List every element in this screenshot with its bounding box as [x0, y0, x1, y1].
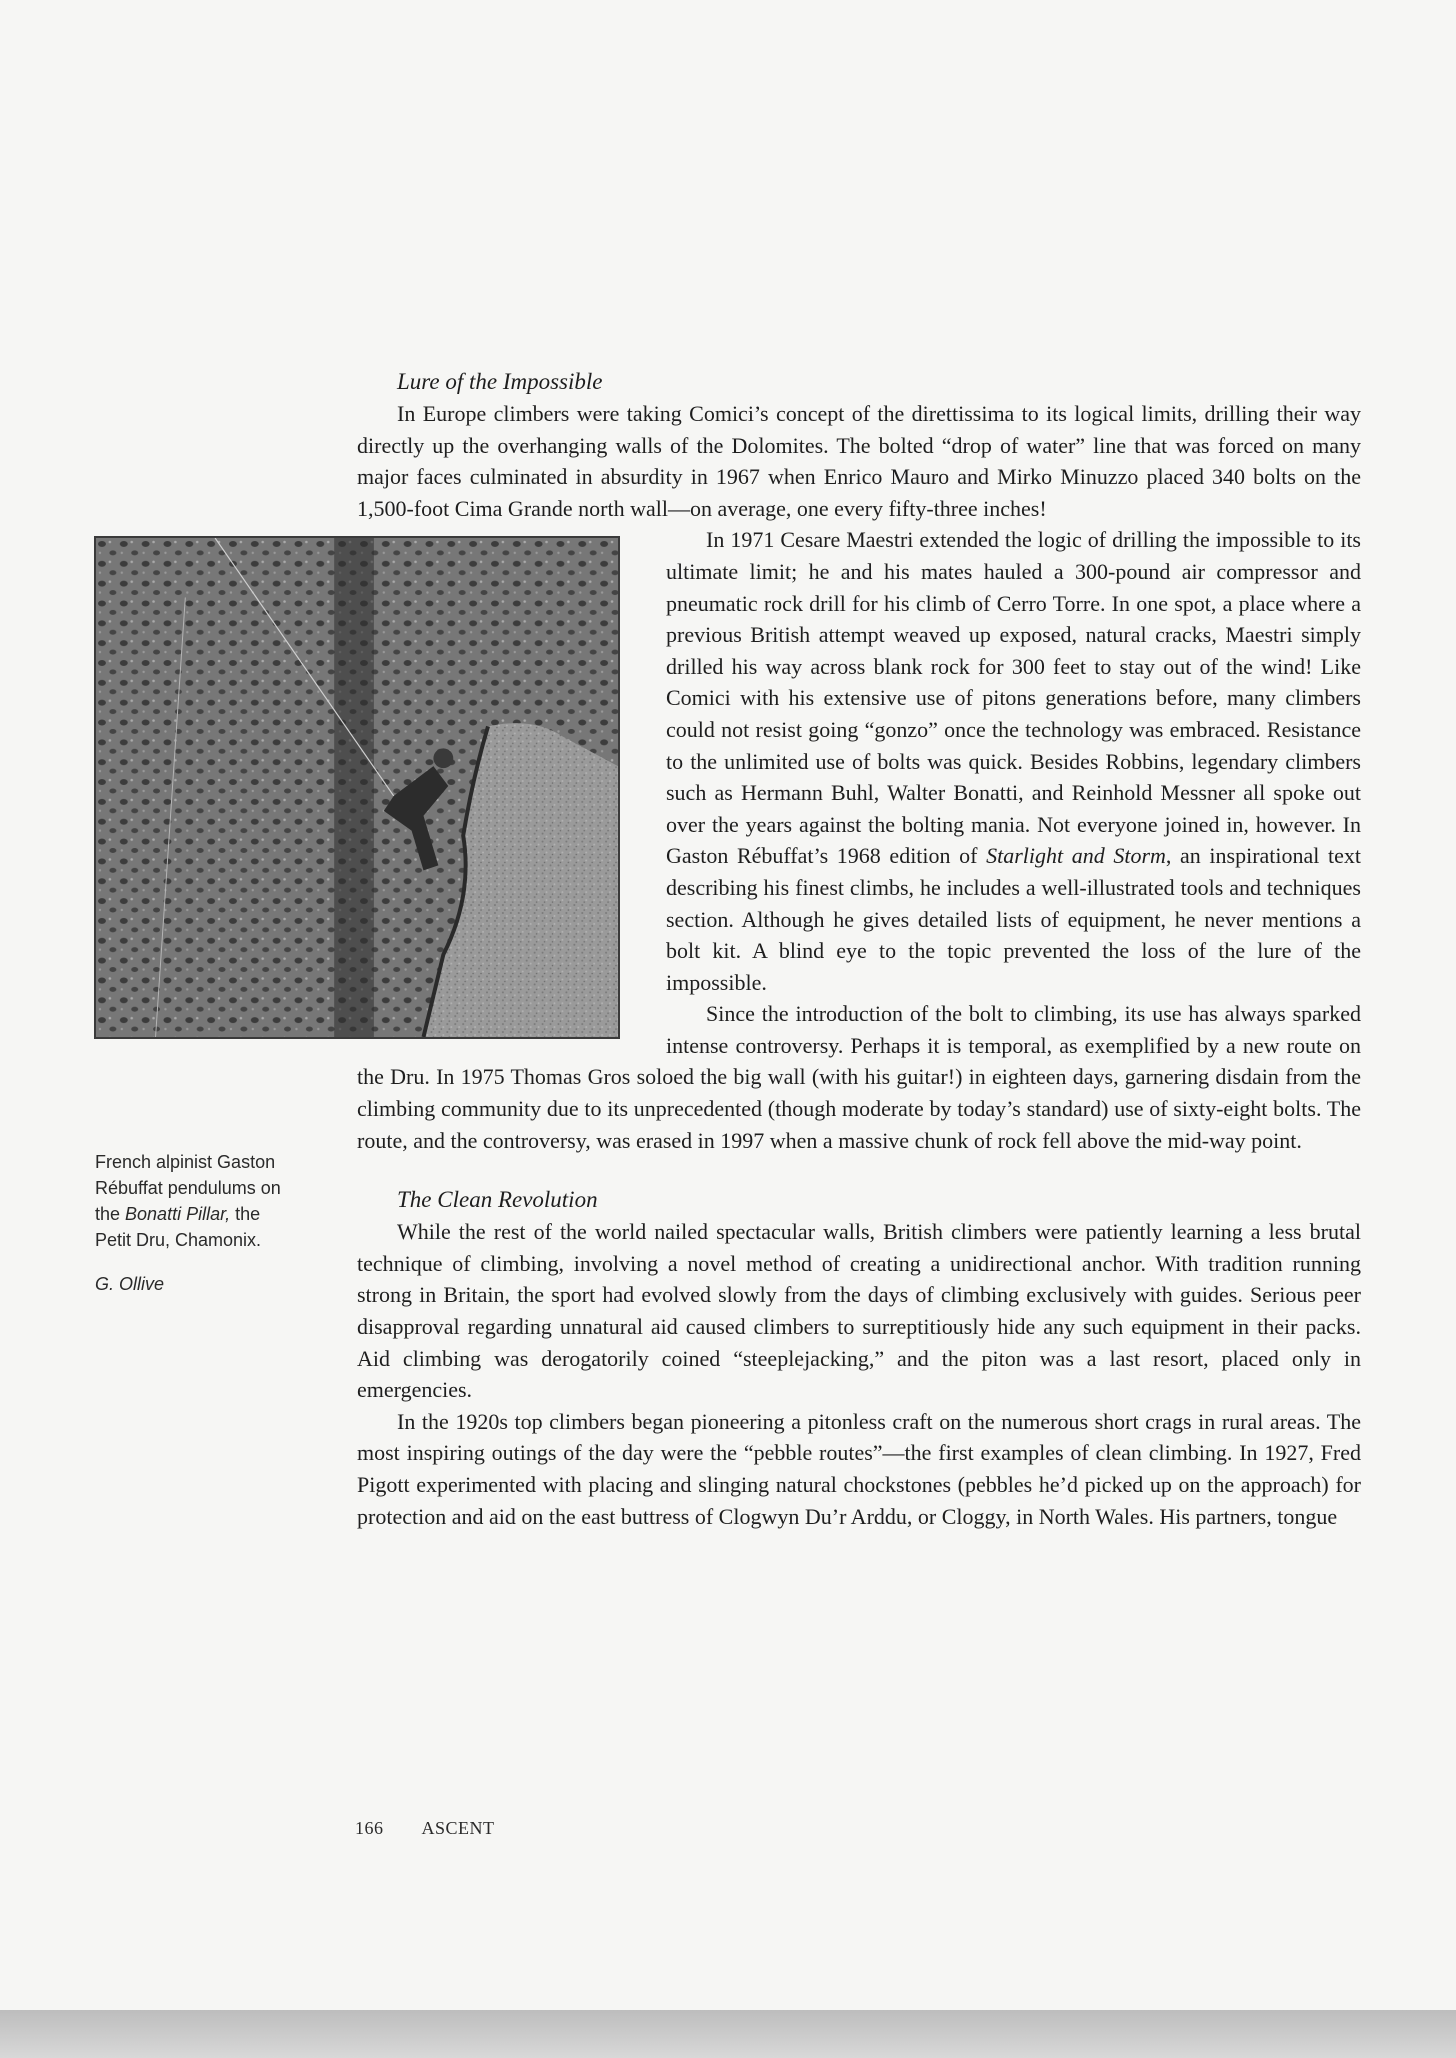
- paragraph: Since the introduction of the bolt to climbing, its use has always sparked intense controversy. Perhaps it is temporal, as exemplified by a new route on the Dru. In 1975 Thomas Gros soloed the big wall (with his guitar!) in eighteen days, garnering disdain from the climbing community due to its unprecedented (though moderate by today’s standard) use of sixty-eight bolts. The route, and the controversy, was erased in 1997 when a massive chunk of rock fell above the mid-way point.: [357, 1001, 1361, 1153]
- journal-name: ASCENT: [421, 1818, 495, 1838]
- paragraph: In the 1920s top climbers began pioneering a pitonless craft on the numerous short crags in rural areas. The most inspiring outings of the day were the “pebble routes”—the first examples of clean climbing. In 1927, Fred Pigott experimented with placing and slinging natural chockstones (pebbles he’d picked up on the approach) for protection and aid on the east buttress of Clogwyn Du’r Arddu, or Cloggy, in North Wales. His partners, tongue: [357, 1408, 1361, 1529]
- scan-border: [0, 2010, 1456, 2058]
- section-heading-clean: The Clean Revolution: [397, 1187, 598, 1213]
- photo-credit: G. Ollive: [95, 1274, 165, 1294]
- page-footer: [355, 1818, 495, 1839]
- photo-caption: French alpinist Gaston Rébuffat pendulums on the Bonatti Pillar, the Petit Dru, Chamonix. G. Ollive: [95, 1149, 295, 1297]
- paragraph: While the rest of the world nailed spectacular walls, British climbers were patiently learning a less brutal technique of climbing, involving a novel method of creating a unidirectional anchor. With tradition running strong in Britain, the sport had evolved slowly from the days of climbing exclusively with guides. Serious peer disapproval regarding unnatural aid caused climbers to surreptitiously hide any such equipment in their packs. Aid climbing was derogatorily coined “steeplejacking,” and the piton was a last resort, placed only in emergencies.: [357, 1219, 1361, 1403]
- paragraph: In Europe climbers were taking Comici’s concept of the direttissima to its logical limits, drilling their way directly up the overhanging walls of the Dolomites. The bolted “drop of water” line that was forced on many major faces culminated in absurdity in 1967 when Enrico Mauro and Mirko Minuzzo placed 340 bolts on the 1,500-foot Cima Grande north wall—on average, one every fifty-three inches!: [357, 401, 1361, 521]
- caption-place: Bonatti Pillar,: [125, 1204, 231, 1224]
- book-title: Starlight and Storm: [986, 843, 1166, 869]
- page-number: 166: [355, 1818, 384, 1838]
- climber-photo-illustration: [96, 538, 618, 1037]
- climbing-photo: [94, 536, 620, 1039]
- article-body: [357, 366, 1361, 1532]
- section-heading-lure: Lure of the Impossible: [397, 369, 603, 394]
- paragraph: In 1971 Cesare Maestri extended the logic of drilling the impossible to its ultimate limit; he and his mates hauled a 300-pound air compressor and pneumatic rock drill for his climb of Cerro Torre. In one spot, a place where a previous British attempt weaved up exposed, natural cracks, Maestri simply drilled his way across blank rock for 300 feet to stay out of the wind! Like Comici with his extensive use of pitons generations before, many climbers could not resist going “gonzo” once the technology was embraced. Resistance to the unlimited use of bolts was quick. Besides Robbins, legendary climbers such as Hermann Buhl, Walter Bonatti, and Reinhold Messner all spoke out over the years against the bolting mania. Not everyone joined in, however. In Gaston Rébuffat’s 1968 edition of Starlight and Storm, an inspirational text describing his finest climbs, he includes a well-illustrated tools and techniques section. Although he gives detailed lists of equipment, he never mentions a bolt kit. A blind eye to the topic prevented the loss of the lure of the impossible.: [666, 527, 1361, 995]
